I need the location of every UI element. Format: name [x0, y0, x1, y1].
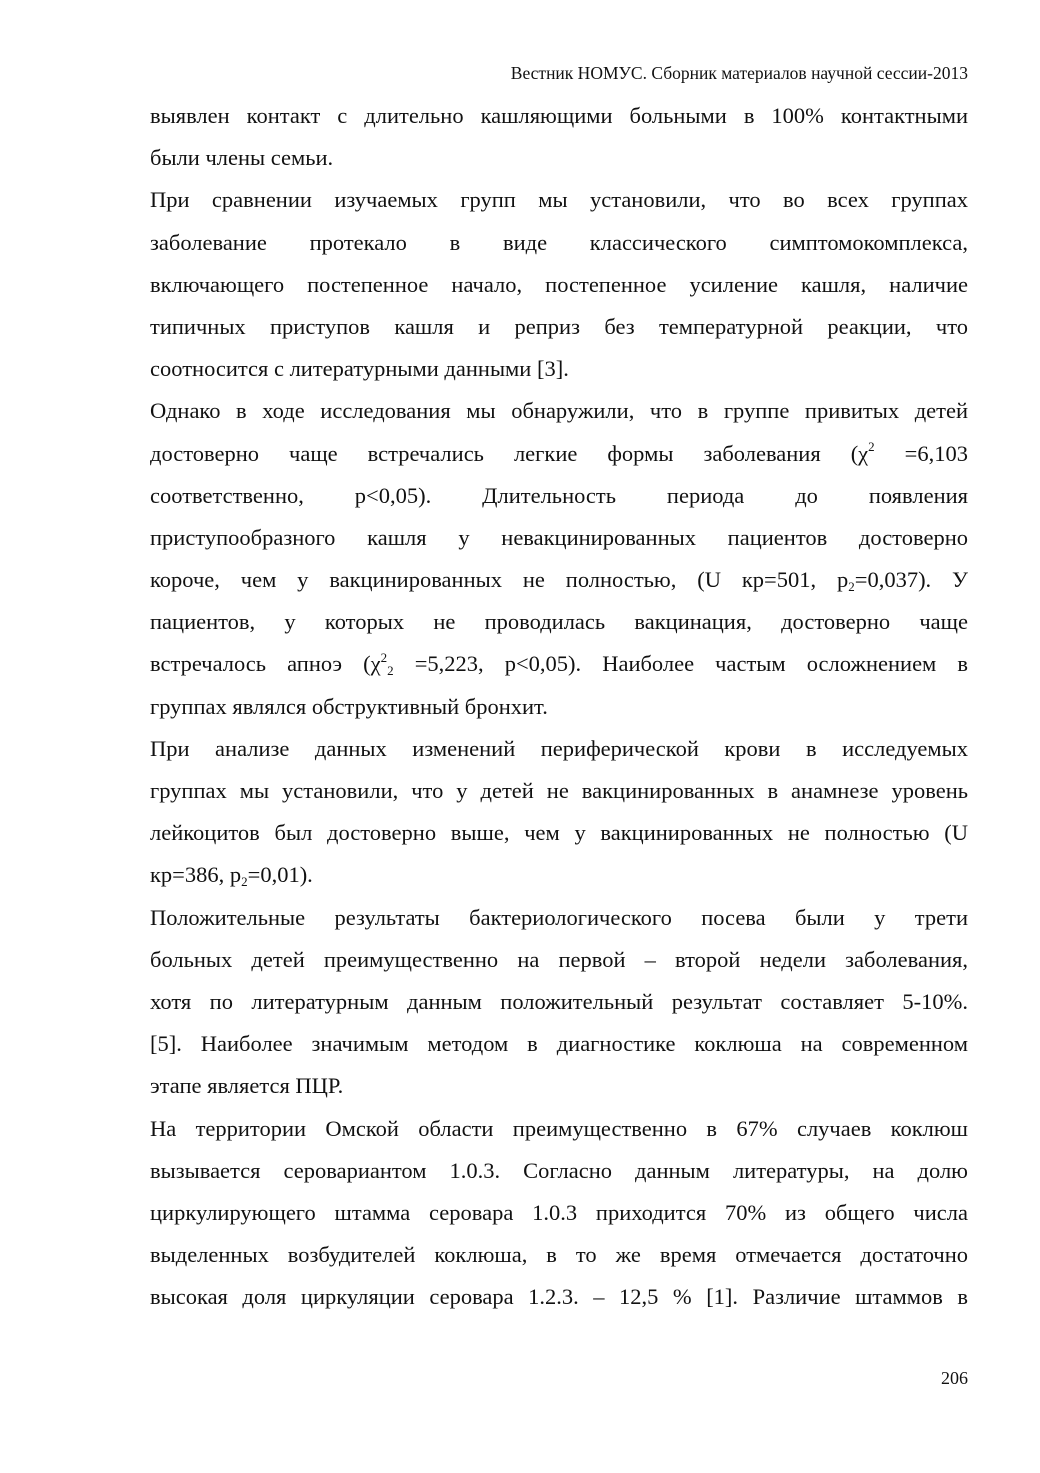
text-line: выделенных возбудителей коклюша, в то же время отмечается достаточно	[150, 1242, 968, 1268]
superscript: 2	[380, 649, 388, 665]
text-line: были члены семьи.	[150, 145, 334, 171]
text-line: пациентов, у которых не проводилась вакцинация, достоверно чаще	[150, 609, 968, 635]
text-line: [5]. Наиболее значимым методом в диагностике коклюша на современном	[150, 1031, 968, 1057]
text-line: больных детей преимущественно на первой – второй недели заболевания,	[150, 946, 968, 972]
text-segment: =6,103	[874, 440, 968, 466]
text-line: лейкоцитов был достоверно выше, чем у вакцинированных не полностью (U	[150, 820, 968, 846]
text-line: группах мы установили, что у детей не вакцинированных в анамнезе уровень	[150, 778, 968, 803]
article-body	[150, 95, 968, 1318]
text-line	[150, 643, 968, 685]
text-line: циркулирующего штамма серовара 1.0.3 приходится 70% из общего числа	[150, 1199, 968, 1225]
text-line: соотносится с литературными данными [3].	[150, 356, 569, 382]
superscript: 2	[868, 438, 875, 454]
text-line	[150, 433, 968, 475]
text-line: При анализе данных изменений периферической крови в исследуемых	[150, 735, 968, 761]
subscript: 2	[241, 874, 248, 890]
text-line: вызывается серовариантом 1.0.3. Согласно данным литературы, на долю	[150, 1157, 968, 1183]
text-line	[150, 854, 968, 896]
text-line: типичных приступов кашля и реприз без температурной реакции, что	[150, 313, 968, 339]
text-line: выявлен контакт с длительно кашляющими больными в 100% контактными	[150, 103, 968, 128]
text-line: группах являлся обструктивный бронхит.	[150, 693, 548, 719]
subscript: 2	[387, 663, 394, 679]
text-line: приступообразного кашля у невакцинированных пациентов достоверно	[150, 524, 968, 550]
text-line: При сравнении изучаемых групп мы установили, что во всех группах	[150, 187, 968, 213]
text-line	[150, 559, 968, 601]
text-line: высокая доля циркуляции серовара 1.2.3. – 12,5 % [1]. Различие штаммов в	[150, 1284, 968, 1310]
text-segment: встречалось апноэ (χ	[150, 651, 381, 677]
subscript: 2	[848, 578, 855, 594]
text-line: Однако в ходе исследования мы обнаружили, что в группе привитых детей	[150, 398, 968, 424]
text-line: соответственно, p<0,05). Длительность периода до появления	[150, 482, 968, 508]
text-line: включающего постепенное начало, постепенное усиление кашля, наличие	[150, 271, 968, 297]
page-number: 206	[941, 1368, 968, 1388]
text-segment: короче, чем у вакцинированных не полностью, (U кр=501, p	[150, 567, 849, 593]
text-line: хотя по литературным данным положительный результат составляет 5-10%.	[150, 988, 968, 1014]
text-segment: =5,223, p<0,05). Наиболее частым осложнением в	[393, 651, 968, 677]
text-segment: кр=386, p	[150, 862, 242, 888]
text-segment: =0,037). У	[854, 567, 968, 593]
running-header: Вестник НОМУС. Сборник материалов научной сессии-2013	[510, 63, 968, 83]
text-line: Положительные результаты бактериологического посева были у трети	[150, 904, 968, 930]
text-line: этапе является ПЦР.	[150, 1073, 344, 1099]
text-segment: достоверно чаще встречались легкие формы заболевания (χ	[150, 440, 869, 466]
text-segment: =0,01).	[247, 862, 313, 888]
text-line: На территории Омской области преимущественно в 67% случаев коклюш	[150, 1115, 968, 1141]
text-line: заболевание протекало в виде классического симптомокомплекса,	[150, 229, 968, 255]
